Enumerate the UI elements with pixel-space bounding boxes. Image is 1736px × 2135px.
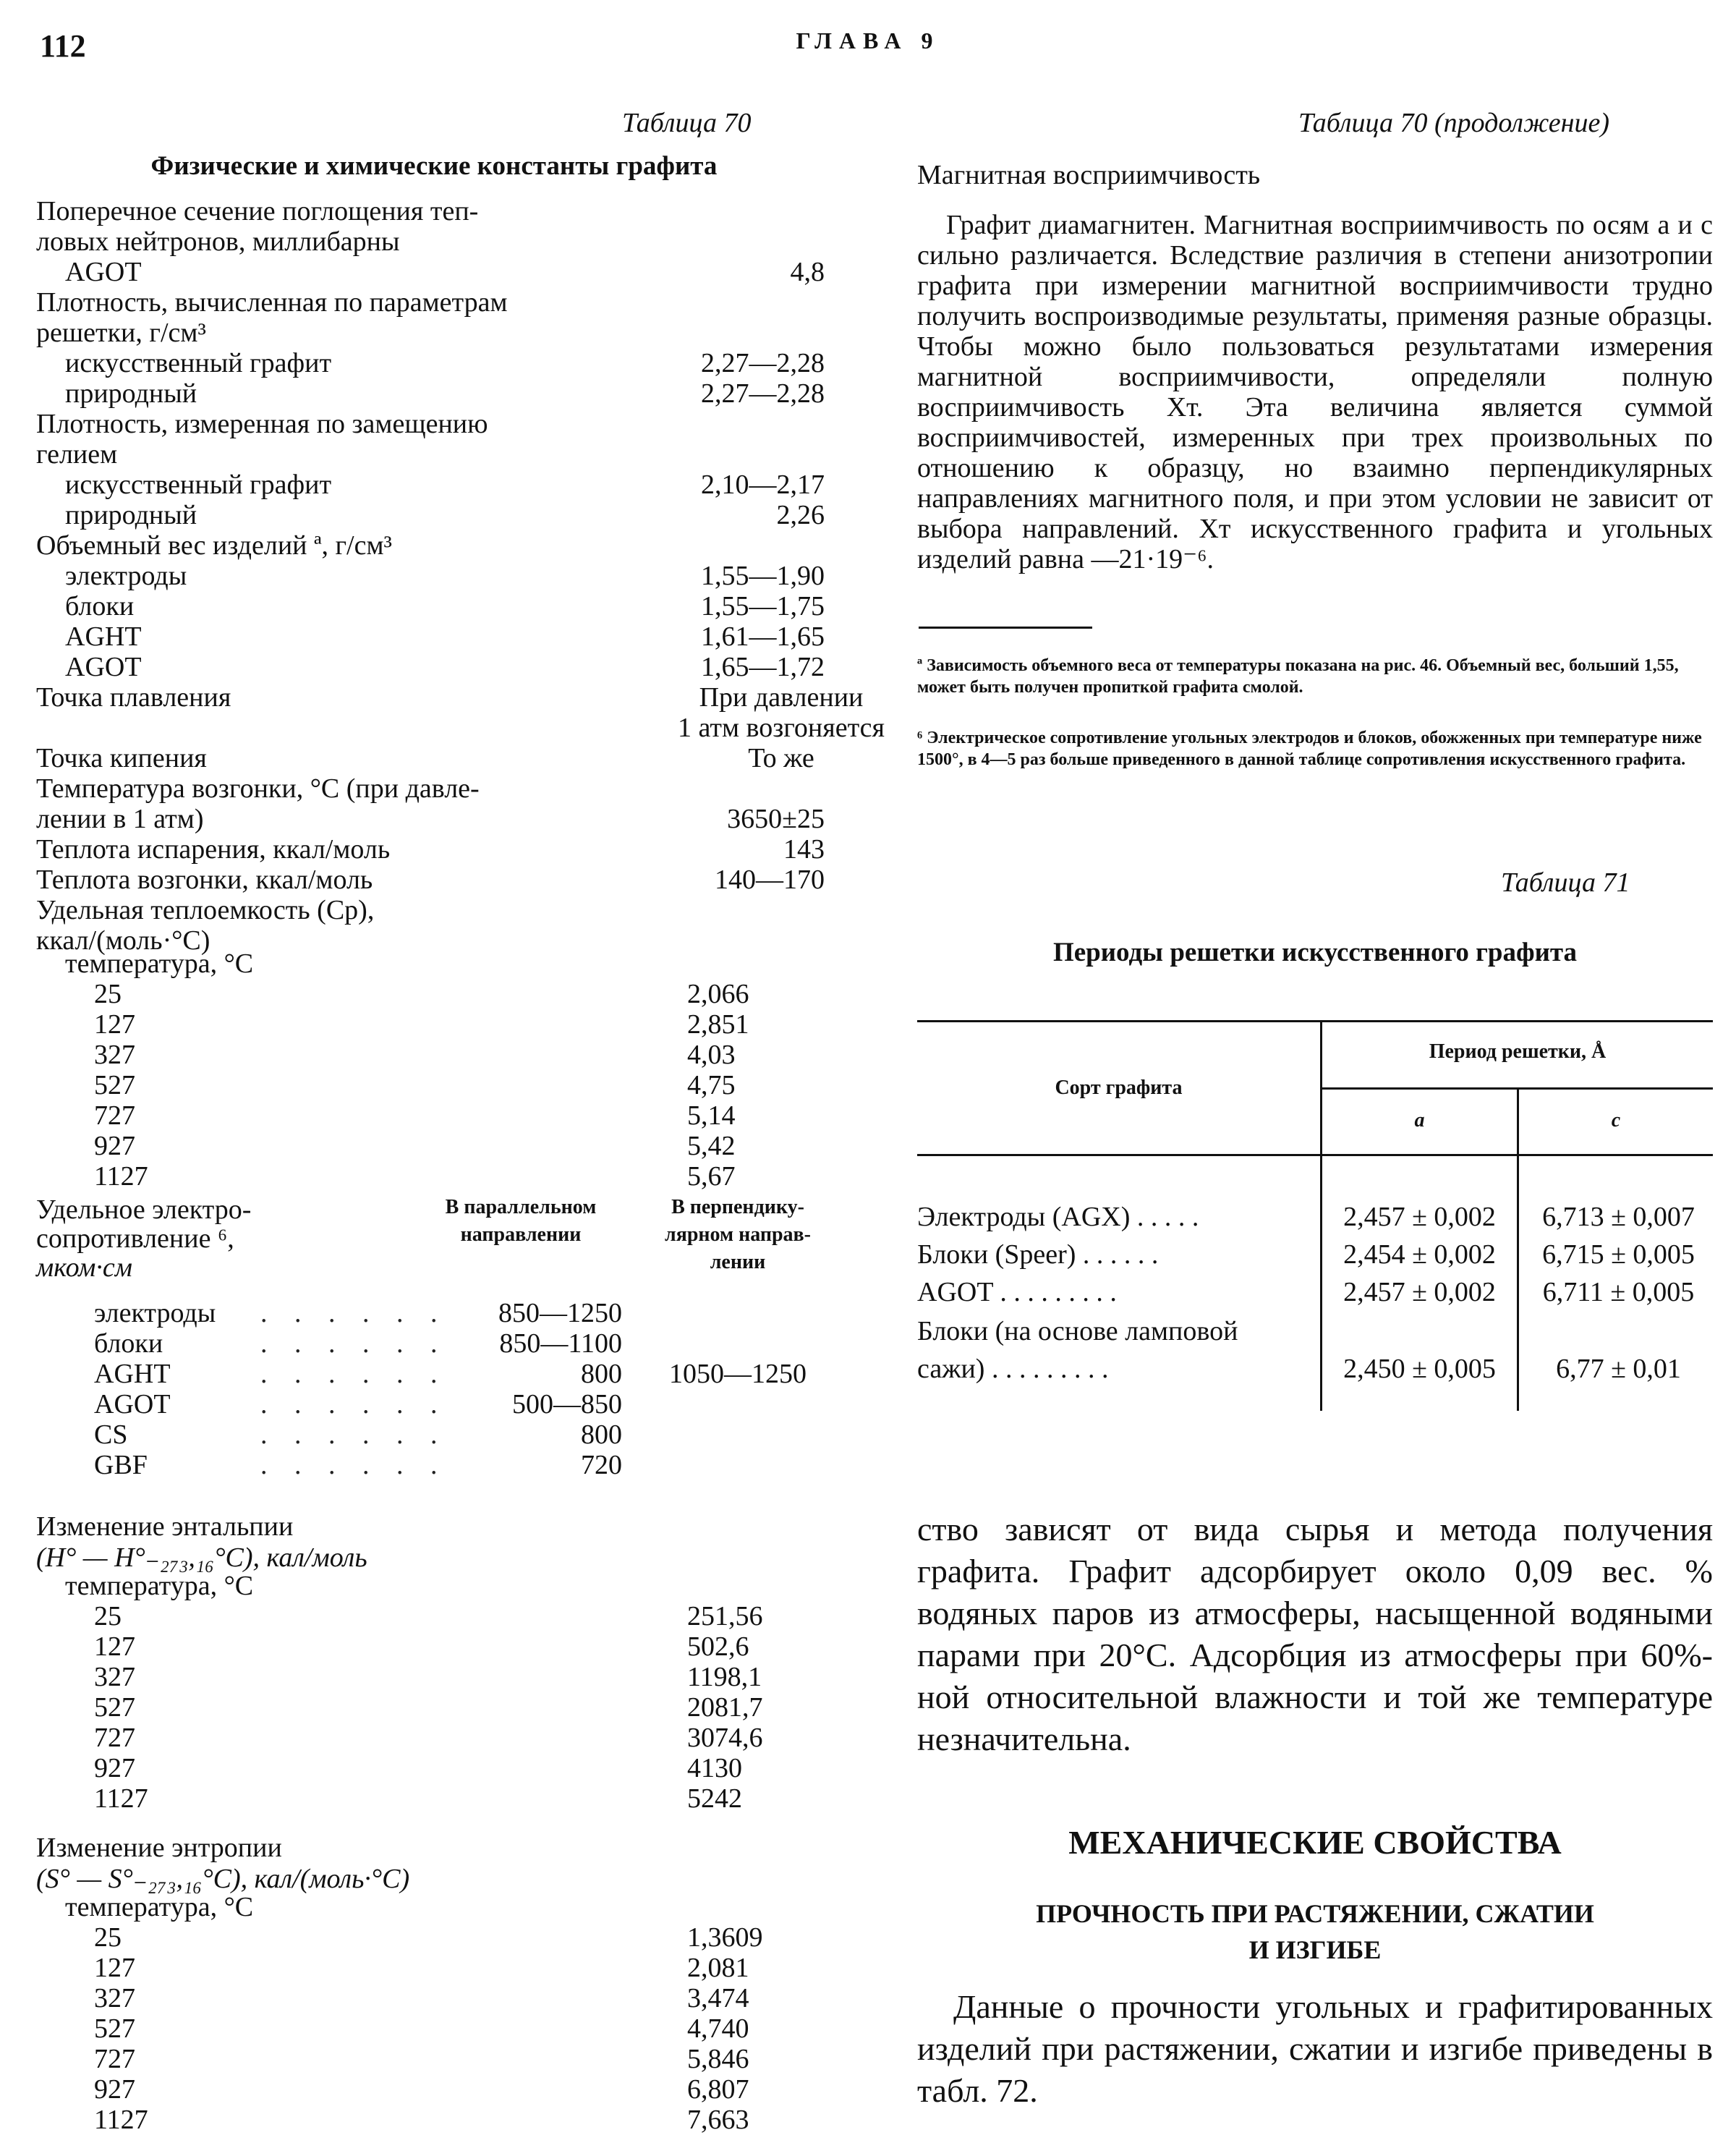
heat-capacity-value: 5,14	[687, 1100, 736, 1131]
running-head: ГЛАВА 9	[796, 27, 940, 54]
entropy-temp: 327	[94, 1983, 135, 2013]
row-label: искусственный графит	[65, 348, 332, 378]
entropy-temp: 25	[94, 1922, 122, 1953]
row-value: 1,55—1,75	[701, 591, 825, 621]
footnote-b: ⁶ Электрическое сопротивление угольных электродов и блоков, обожженных при температуре ниже 1500°, в 4—5 раз больше приведенного в данной таблице сопротивления искусственного графита.	[917, 729, 1702, 769]
entropy-temp: 527	[94, 2013, 135, 2044]
enthalpy-label	[36, 1571, 832, 1600]
enthalpy-row-2	[36, 1663, 832, 1692]
row-label: температура, °С	[65, 1892, 254, 1922]
table70-row-14	[36, 622, 832, 651]
entropy-row-0	[36, 1923, 832, 1952]
enthalpy-temp: 127	[94, 1631, 135, 1662]
table70-row-0	[36, 197, 832, 226]
enthalpy-value: 1198,1	[687, 1662, 762, 1692]
row-label: Точка плавления	[36, 682, 231, 713]
table70-cont-caption: Таблица 70 (продолжение)	[1298, 108, 1610, 138]
entropy-value: 5,846	[687, 2044, 749, 2074]
entropy-row-1	[36, 1953, 832, 1982]
resistivity-label-line: сопротивление ⁶,	[36, 1223, 234, 1254]
row-value: При давлении	[699, 682, 864, 713]
resistivity-col-perpendicular: В перпендику- лярном направ- лении	[664, 1196, 811, 1273]
heat-capacity-row-6	[36, 1162, 832, 1191]
row-label: лении в 1 атм)	[36, 804, 204, 834]
row-value: 2,27—2,28	[701, 348, 825, 378]
table70-row-17	[36, 713, 885, 743]
table70-row-18	[36, 744, 832, 773]
row-label: электроды	[65, 561, 187, 591]
heat-capacity-temp: 25	[94, 979, 122, 1009]
resistivity-par: 800	[581, 1359, 622, 1389]
row-value: 1,61—1,65	[701, 621, 825, 652]
entropy-label	[36, 1893, 832, 1922]
resistivity-dots: . . . . . .	[260, 1389, 448, 1419]
table70-row-10	[36, 501, 832, 530]
table70-title: Физические и химические константы графита	[150, 151, 718, 181]
entropy-value: 4,740	[687, 2013, 749, 2044]
entropy-temp: 127	[94, 1953, 135, 1983]
row-label: Плотность, вычисленная по параметрам	[36, 287, 508, 318]
entropy-row-3	[36, 2014, 832, 2043]
row-label: температура, °С	[65, 1571, 254, 1601]
resistivity-row-5	[36, 1451, 832, 1480]
table70-row-6	[36, 379, 832, 408]
enthalpy-row-0	[36, 1602, 832, 1631]
heat-capacity-value: 5,67	[687, 1161, 736, 1192]
heat-capacity-value: 2,066	[687, 979, 749, 1009]
row-label: Точка кипения	[36, 743, 207, 773]
table71-head-sort: Сорт графита	[1055, 1077, 1183, 1099]
table70-row-23	[36, 896, 832, 925]
entropy-temp: 727	[94, 2044, 135, 2074]
heat-capacity-row-1	[36, 1010, 832, 1039]
table70-row-4	[36, 318, 832, 347]
heat-capacity-temp: 527	[94, 1070, 135, 1100]
resistivity-perp: 1050—1250	[669, 1359, 807, 1389]
enthalpy-temp: 727	[94, 1723, 135, 1753]
row-label: Объемный вес изделий ª, г/см³	[36, 530, 392, 561]
final-paragraph: Данные о прочности угольных и графитированных изделий при растяжении, сжатии и изгибе приведены в табл. 72.	[917, 1988, 1713, 2109]
entropy-value: 1,3609	[687, 1922, 763, 1953]
table71-c-0: 6,713 ± 0,007	[1542, 1202, 1695, 1232]
resistivity-col-parallel: В параллельном направлении	[445, 1196, 597, 1246]
enthalpy-row-1	[36, 1632, 832, 1661]
table71-name-3: Блоки (на основе ламповой	[917, 1316, 1238, 1346]
table70-row-15	[36, 653, 832, 682]
table70-row-16	[36, 682, 864, 713]
table71-head-a: a	[1414, 1109, 1425, 1132]
enthalpy-value: 502,6	[687, 1631, 749, 1662]
table70-row-20	[36, 805, 832, 833]
table70-row-8	[36, 440, 832, 469]
magnetic-heading: Магнитная восприимчивость	[917, 160, 1261, 190]
table71-a-2: 2,457 ± 0,002	[1343, 1277, 1496, 1307]
table70-row-11	[36, 531, 832, 560]
enthalpy-value: 2081,7	[687, 1692, 763, 1723]
table71-c-2: 6,711 ± 0,005	[1542, 1277, 1695, 1307]
resistivity-par: 500—850	[512, 1389, 622, 1419]
heat-capacity-value: 4,03	[687, 1040, 736, 1070]
table71-a-4: 2,450 ± 0,005	[1343, 1354, 1496, 1384]
heat-capacity-temp: 127	[94, 1009, 135, 1040]
table71-name-4: сажи) . . . . . . . . .	[917, 1354, 1109, 1384]
resistivity-row-1	[36, 1329, 832, 1358]
table70-row-1	[36, 227, 832, 256]
enthalpy-value: 4130	[687, 1753, 742, 1783]
resistivity-dots: . . . . . .	[260, 1298, 448, 1328]
resistivity-dots: . . . . . .	[260, 1328, 448, 1359]
heat-capacity-temp: 1127	[94, 1161, 148, 1192]
table70-row-5	[36, 349, 832, 378]
subsection-title-2: И ИЗГИБЕ	[1248, 1935, 1382, 1964]
page-number: 112	[40, 28, 86, 64]
entropy-row-2	[36, 1984, 832, 2013]
table71-head-period: Период решетки, Å	[1429, 1040, 1607, 1063]
resistivity-name: GBF	[94, 1450, 148, 1480]
row-label: Температура возгонки, °С (при давле-	[36, 773, 480, 804]
table71-c-1: 6,715 ± 0,005	[1542, 1239, 1695, 1270]
resistivity-par: 850—1100	[499, 1328, 622, 1359]
row-value: 1,65—1,72	[701, 652, 825, 682]
enthalpy-temp: 1127	[94, 1783, 148, 1814]
entropy-temp: 1127	[94, 2105, 148, 2135]
table70-row-13	[36, 592, 832, 621]
heat-capacity-temp: 327	[94, 1040, 135, 1070]
table70-row-3	[36, 288, 832, 317]
table71-name-1: Блоки (Speer) . . . . . .	[917, 1239, 1159, 1270]
heat-capacity-row-0	[36, 980, 832, 1009]
resistivity-row-0	[36, 1299, 832, 1328]
footnote-rule	[919, 627, 1092, 629]
row-label: Плотность, измеренная по замещению	[36, 409, 488, 439]
resistivity-name: CS	[94, 1419, 128, 1450]
entropy-value: 2,081	[687, 1953, 749, 1983]
entropy-value: 3,474	[687, 1983, 749, 2013]
enthalpy-value: 251,56	[687, 1601, 763, 1631]
row-label: Теплота возгонки, ккал/моль	[36, 865, 373, 895]
resistivity-par: 720	[581, 1450, 622, 1480]
table70-row-9	[36, 470, 832, 499]
row-label: Теплота испарения, ккал/моль	[36, 834, 391, 865]
row-value: 140—170	[715, 865, 825, 895]
resistivity-label-line: мком·см	[36, 1252, 132, 1283]
resistivity-row-2	[36, 1359, 832, 1388]
subsection-title-1: ПРОЧНОСТЬ ПРИ РАСТЯЖЕНИИ, СЖАТИИ	[1036, 1899, 1594, 1928]
table71-vrule-body-2	[1517, 1154, 1519, 1411]
heat-capacity-row-5	[36, 1132, 832, 1160]
table70-caption: Таблица 70	[622, 108, 752, 138]
table70-row-12	[36, 561, 832, 590]
row-label: AGHT	[65, 621, 142, 652]
resistivity-dots: . . . . . .	[260, 1419, 448, 1450]
table71-title: Периоды решетки искусственного графита	[1052, 938, 1578, 967]
entropy-row-4	[36, 2045, 832, 2074]
heat-capacity-row-2	[36, 1040, 832, 1069]
table71-a-1: 2,454 ± 0,002	[1343, 1239, 1496, 1270]
entropy-line1: Изменение энтропии	[36, 1833, 282, 1863]
entropy-line2: (S° — S°₋₂₇₃,₁₆°С), кал/(моль·°С)	[36, 1864, 410, 1894]
heat-capacity-row-3	[36, 1071, 832, 1100]
row-value: 1 атм возгоняется	[678, 713, 885, 743]
row-value: 143	[783, 834, 825, 865]
resistivity-dots: . . . . . .	[260, 1359, 448, 1389]
heat-capacity-temp: 727	[94, 1100, 135, 1131]
table70-row-22	[36, 865, 832, 894]
resistivity-dots: . . . . . .	[260, 1450, 448, 1480]
magnetic-paragraph: Графит диамагнитен. Магнитная восприимчивость по осям a и c сильно различается. Вследствие различия в степени анизотропии графита при измерении магнитной восприимчивости трудно получить воспроизводимые результаты, применяя разные образцы. Чтобы можно было пользоваться результатами измерения магнитной восприимчивости, определяли полную восприимчивость Xт. Эта величина является суммой восприимчивостей, измеренных при трех произвольных по отношению к образцу, но взаимно перпендикулярных направлениях магнитного поля, и при этом условии не зависит от выбора направлений. Xт искусственного графита и угольных изделий равна —21·19⁻⁶.	[917, 210, 1713, 574]
resistivity-name: электроды	[94, 1298, 216, 1328]
enthalpy-value: 3074,6	[687, 1723, 763, 1753]
row-value: 3650±25	[727, 804, 825, 834]
body-paragraph: ство зависят от вида сырья и метода получения графита. Графит адсорбирует около 0,09 вес. % водяных паров из атмосферы, насыщенной водяными парами при 20°С. Адсорбция из атмосферы при 60%-ной относительной влажности и той же температуре незначительна.	[917, 1511, 1713, 1757]
enthalpy-line2: (H° — H°₋₂₇₃,₁₆°С), кал/моль	[36, 1542, 367, 1573]
row-label: AGOT	[65, 652, 142, 682]
row-label: AGOT	[65, 257, 142, 287]
row-label: гелием	[36, 439, 118, 470]
resistivity-row-4	[36, 1420, 832, 1449]
resistivity-row-3	[36, 1390, 832, 1419]
table71-top-rule	[917, 1020, 1713, 1022]
row-value: То же	[748, 743, 814, 773]
enthalpy-temp: 527	[94, 1692, 135, 1723]
row-label: блоки	[65, 591, 135, 621]
row-value: 2,27—2,28	[701, 378, 825, 409]
heat-capacity-row-4	[36, 1101, 832, 1130]
table70-row-2	[36, 258, 832, 286]
row-value: 2,10—2,17	[701, 470, 825, 500]
row-label: решетки, г/см³	[36, 318, 206, 348]
row-value: 1,55—1,90	[701, 561, 825, 591]
heat-capacity-value: 5,42	[687, 1131, 736, 1161]
table71-name-2: AGOT . . . . . . . . .	[917, 1277, 1117, 1307]
enthalpy-line1: Изменение энтальпии	[36, 1511, 294, 1542]
resistivity-name: блоки	[94, 1328, 163, 1359]
enthalpy-row-6	[36, 1784, 832, 1813]
table70-row-21	[36, 835, 832, 864]
entropy-value: 6,807	[687, 2074, 749, 2105]
enthalpy-row-4	[36, 1723, 832, 1752]
heat-capacity-value: 4,75	[687, 1070, 736, 1100]
row-value: 2,26	[776, 500, 825, 530]
footnote-a: ª Зависимость объемного веса от температуры показана на рис. 46. Объемный вес, больший 1,55, может быть получен пропиткой графита смолой.	[917, 656, 1679, 697]
row-label: искусственный графит	[65, 470, 332, 500]
resistivity-label-line: Удельное электро-	[36, 1194, 252, 1225]
entropy-temp: 927	[94, 2074, 135, 2105]
table71-head-rule	[917, 1154, 1713, 1156]
resistivity-par: 850—1250	[498, 1298, 622, 1328]
row-label: природный	[65, 500, 197, 530]
row-label: природный	[65, 378, 197, 409]
entropy-row-5	[36, 2075, 832, 2104]
section-title: МЕХАНИЧЕСКИЕ СВОЙСТВА	[1068, 1824, 1562, 1861]
table70-row-19	[36, 774, 832, 803]
enthalpy-row-5	[36, 1754, 832, 1783]
row-value: 4,8	[790, 257, 825, 287]
enthalpy-row-3	[36, 1693, 832, 1722]
enthalpy-temp: 25	[94, 1601, 122, 1631]
table71-vrule-body-1	[1320, 1154, 1322, 1411]
row-label: Удельная теплоемкость (Cp),	[36, 895, 375, 925]
resistivity-label	[36, 1195, 251, 1282]
enthalpy-temp: 327	[94, 1662, 135, 1692]
row-label: Поперечное сечение поглощения теп-	[36, 196, 479, 226]
enthalpy-value: 5242	[687, 1783, 742, 1814]
row-label: ловых нейтронов, миллибарны	[36, 226, 400, 257]
heat-capacity-label	[36, 949, 832, 978]
row-label: температура, °С	[65, 948, 254, 979]
heat-capacity-temp: 927	[94, 1131, 135, 1161]
resistivity-name: AGHT	[94, 1359, 171, 1389]
table71-name-0: Электроды (AGX) . . . . .	[917, 1202, 1199, 1232]
resistivity-name: AGOT	[94, 1389, 171, 1419]
resistivity-par: 800	[581, 1419, 622, 1450]
row-label: ккал/(моль·°С)	[36, 925, 210, 956]
enthalpy-temp: 927	[94, 1753, 135, 1783]
table70-row-7	[36, 409, 832, 438]
table71-caption: Таблица 71	[1501, 867, 1630, 898]
heat-capacity-value: 2,851	[687, 1009, 749, 1040]
entropy-row-6	[36, 2105, 832, 2134]
table71-c-4: 6,77 ± 0,01	[1556, 1354, 1681, 1384]
entropy-value: 7,663	[687, 2105, 749, 2135]
table71-head-c: c	[1611, 1109, 1621, 1132]
table71-a-0: 2,457 ± 0,002	[1343, 1202, 1496, 1232]
